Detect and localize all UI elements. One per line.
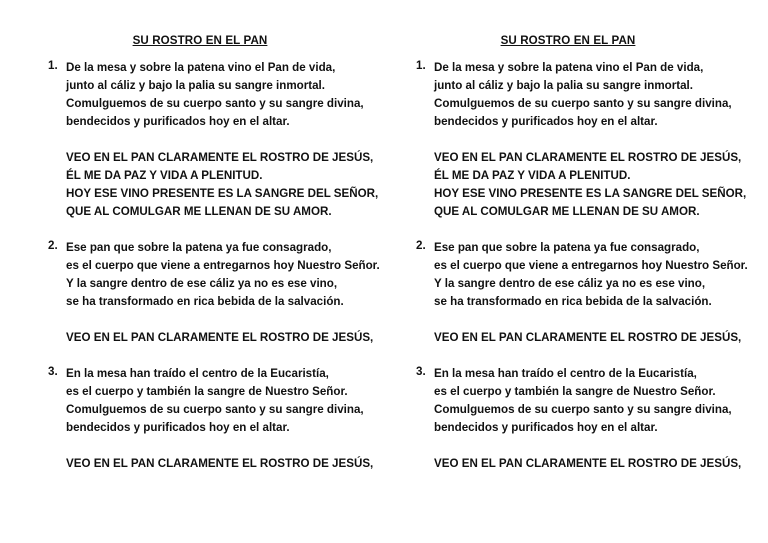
stanza-line: Ese pan que sobre la patena ya fue consagrado, — [434, 241, 700, 254]
stanza-number: 2. — [48, 239, 58, 252]
chorus-line: VEO EN EL PAN CLARAMENTE EL ROSTRO DE JESÚS, — [434, 331, 742, 344]
stanza-line: De la mesa y sobre la patena vino el Pan de vida, — [66, 61, 336, 74]
stanza-line: junto al cáliz y bajo la palia su sangre inmortal. — [66, 79, 325, 92]
stanza-line: junto al cáliz y bajo la palia su sangre inmortal. — [434, 79, 693, 92]
stanza-line: bendecidos y purificados hoy en el altar. — [66, 115, 290, 128]
stanza-number: 1. — [48, 59, 58, 72]
chorus-line: HOY ESE VINO PRESENTE ES LA SANGRE DEL SEÑOR, — [66, 187, 379, 200]
stanza-line: Comulguemos de su cuerpo santo y su sangre divina, — [66, 97, 364, 110]
stanza-line: bendecidos y purificados hoy en el altar. — [434, 421, 658, 434]
stanza-number: 2. — [416, 239, 426, 252]
stanza-line: es el cuerpo y también la sangre de Nuestro Señor. — [66, 385, 348, 398]
stanza-line: En la mesa han traído el centro de la Eucaristía, — [66, 367, 329, 380]
chorus — [434, 149, 746, 221]
chorus-repeat — [434, 329, 741, 347]
chorus-line: HOY ESE VINO PRESENTE ES LA SANGRE DEL SEÑOR, — [434, 187, 747, 200]
stanza-line: Comulguemos de su cuerpo santo y su sangre divina, — [434, 97, 732, 110]
chorus-line: VEO EN EL PAN CLARAMENTE EL ROSTRO DE JESÚS, — [66, 331, 374, 344]
stanza-line: bendecidos y purificados hoy en el altar. — [434, 115, 658, 128]
chorus-line: QUE AL COMULGAR ME LLENAN DE SU AMOR. — [434, 205, 700, 218]
song-title: SU ROSTRO EN EL PAN — [132, 34, 268, 47]
stanza-line: De la mesa y sobre la patena vino el Pan de vida, — [434, 61, 704, 74]
stanza-number: 3. — [48, 365, 58, 378]
stanza-line: es el cuerpo y también la sangre de Nuestro Señor. — [434, 385, 716, 398]
chorus-repeat — [434, 455, 741, 473]
chorus-line: VEO EN EL PAN CLARAMENTE EL ROSTRO DE JESÚS, — [66, 457, 374, 470]
stanza-line: es el cuerpo que viene a entregarnos hoy Nuestro Señor. — [66, 259, 380, 272]
chorus-line: QUE AL COMULGAR ME LLENAN DE SU AMOR. — [66, 205, 332, 218]
stanza-line: se ha transformado en rica bebida de la salvación. — [434, 295, 712, 308]
chorus-line: ÉL ME DA PAZ Y VIDA A PLENITUD. — [66, 169, 263, 182]
chorus-repeat — [66, 329, 373, 347]
stanza-line: En la mesa han traído el centro de la Eucaristía, — [434, 367, 697, 380]
stanza-number: 3. — [416, 365, 426, 378]
stanza-line: Ese pan que sobre la patena ya fue consagrado, — [66, 241, 332, 254]
chorus-line: ÉL ME DA PAZ Y VIDA A PLENITUD. — [434, 169, 631, 182]
stanza-line: Y la sangre dentro de ese cáliz ya no es ese vino, — [434, 277, 706, 290]
chorus-line: VEO EN EL PAN CLARAMENTE EL ROSTRO DE JESÚS, — [434, 151, 742, 164]
chorus — [66, 149, 378, 221]
song-sheet-right — [368, 0, 752, 543]
chorus-line: VEO EN EL PAN CLARAMENTE EL ROSTRO DE JESÚS, — [434, 457, 742, 470]
stanza-line: Comulguemos de su cuerpo santo y su sangre divina, — [434, 403, 732, 416]
chorus-line: VEO EN EL PAN CLARAMENTE EL ROSTRO DE JESÚS, — [66, 151, 374, 164]
stanza-line: Comulguemos de su cuerpo santo y su sangre divina, — [66, 403, 364, 416]
song-title: SU ROSTRO EN EL PAN — [500, 34, 636, 47]
stanza-number: 1. — [416, 59, 426, 72]
stanza-line: se ha transformado en rica bebida de la salvación. — [66, 295, 344, 308]
stanza-line: es el cuerpo que viene a entregarnos hoy Nuestro Señor. — [434, 259, 748, 272]
chorus-repeat — [66, 455, 373, 473]
stanza-line: Y la sangre dentro de ese cáliz ya no es ese vino, — [66, 277, 338, 290]
stanza-line: bendecidos y purificados hoy en el altar. — [66, 421, 290, 434]
